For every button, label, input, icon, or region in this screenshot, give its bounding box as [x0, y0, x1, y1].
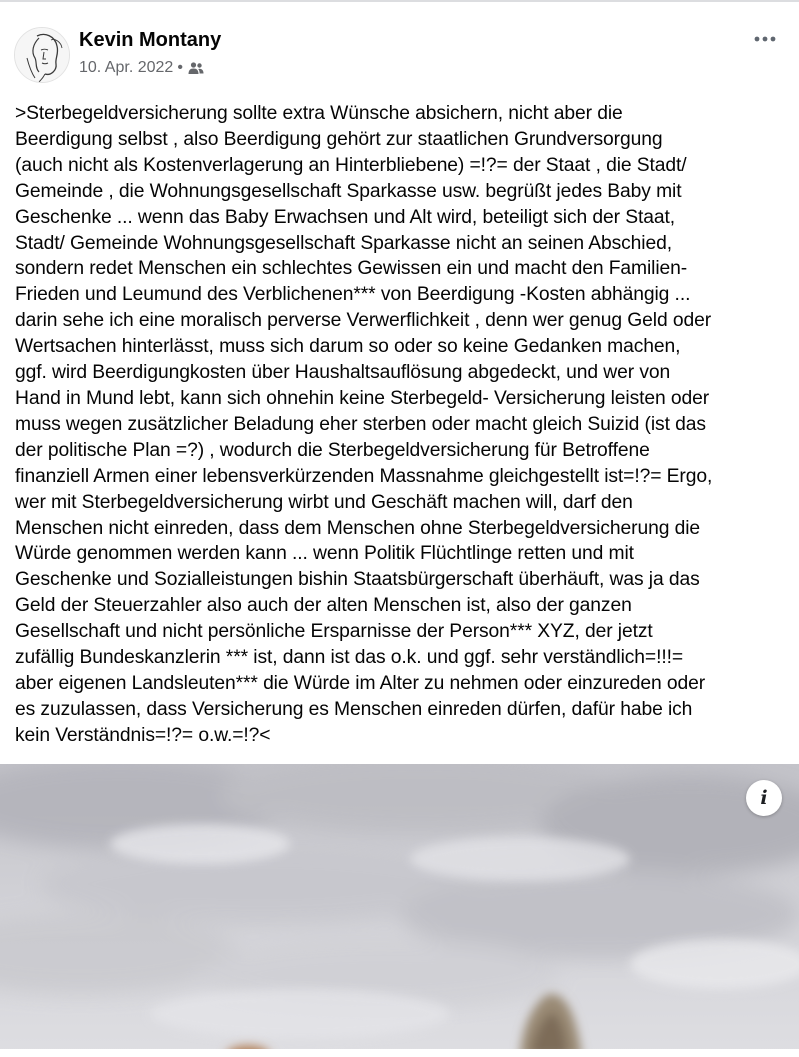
info-button[interactable]	[746, 780, 782, 816]
post-meta	[79, 58, 204, 78]
friends-icon[interactable]	[188, 61, 204, 75]
post-header	[0, 0, 799, 95]
line-drawing-face-avatar-icon	[15, 28, 69, 82]
info-icon: i	[760, 786, 768, 809]
cloudy-sky-photo	[0, 764, 799, 1057]
more-options-icon	[754, 36, 776, 42]
avatar[interactable]	[14, 27, 70, 83]
post-photo[interactable]	[0, 764, 799, 1057]
author-name[interactable]: Kevin Montany	[79, 29, 222, 51]
more-options-button[interactable]	[748, 27, 782, 51]
post-date[interactable]: 10. Apr. 2022	[79, 59, 174, 76]
bottom-edge	[0, 1049, 799, 1057]
meta-separator: •	[177, 59, 183, 76]
post-body-text: >Sterbegeldversicherung sollte extra Wünsche absichern, nicht aber die Beerdigung selbst , also Beerdigung gehört zur staatlichen Grundversorgung (auch nicht als Kostenverlagerung an Hinterbliebene) =!?= der Staat , die Stadt/ Gemeinde , die Wohnungsgesellschaft Sparkasse usw. begrüßt jedes Baby mit Geschenke ... wenn das Baby Erwachsen und Alt wird, beteiligt sich der Staat, Stadt/ Gemeinde Wohnungsgesellschaft Sparkasse nicht an seinen Abschied, sondern redet Menschen ein schlechtes Gewissen ein und macht den Familien- Frieden und Leumund des Verblichenen*** von Beerdigung -Kosten abhängig ... darin sehe ich eine moralisch perverse Verwerflichkeit , denn wer genug Geld oder Wertsachen hinterlässt, muss sich darum so oder so keine Gedanken machen, ggf. wird Beerdigungkosten über Haushaltsauflösung abgedeckt, und wer von Hand in Mund lebt, kann sich ohnehin keine Sterbegeld- Versicherung leisten oder muss wegen zusätzlicher Beladung eher sterben oder macht gleich Suizid (ist das der politische Plan =?) , wodurch die Sterbegeldversicherung für Betroffene finanziell Armen einer lebensverkürzenden Massnahme gleichgestellt ist=!?= Ergo, wer mit Sterbegeldversicherung wirbt und Geschäft machen will, darf den Menschen nicht einreden, dass dem Menschen ohne Sterbegeldversicherung die Würde genommen werden kann ... wenn Politik Flüchtlinge retten und mit Geschenke und Sozialleistungen bishin Staatsbürgerschaft überhäuft, was ja das Geld der Steuerzahler also auch der alten Menschen ist, also der ganzen Gesellschaft und nicht persönliche Ersparnisse der Person*** XYZ, der jetzt zufällig Bundeskanzlerin *** ist, dann ist das o.k. und ggf. sehr verständlich=!!!= aber eigenen Landsleuten*** die Würde im Alter zu nehmen oder einzureden oder es zuzulassen, dass Versicherung es Menschen einreden dürfen, dafür habe ich kein Verständnis=!?= o.w.=!?<	[15, 103, 713, 746]
